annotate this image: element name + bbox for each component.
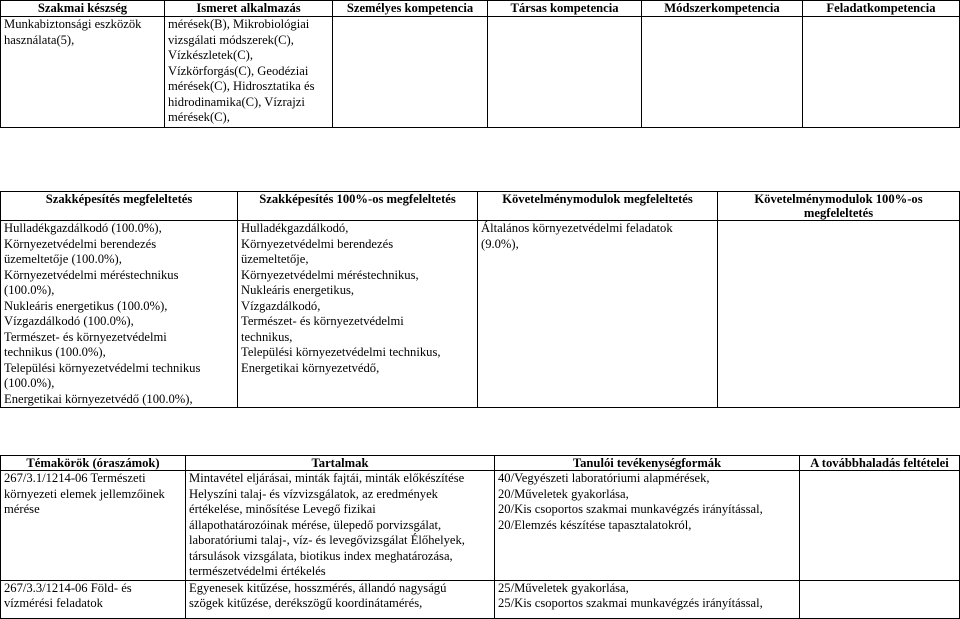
header-szakmai-keszseg: Szakmai készség xyxy=(1,1,165,17)
cell-line: Környezetvédelmi méréstechnikus xyxy=(4,267,179,282)
topics-table xyxy=(0,455,960,619)
header-tartalmak: Tartalmak xyxy=(186,456,495,471)
cell-line: hidrodinamika(C), Vízrajzi xyxy=(168,94,305,109)
header-szemelyes-kompetencia: Személyes kompetencia xyxy=(333,1,488,17)
cell-line: Egyenesek kitűzése, hosszmérés, állandó nagyságú xyxy=(189,580,447,595)
cell-line: Hulladékgazdálkodó (100.0%), xyxy=(4,221,162,235)
cell-line: Környezetvédelmi berendezés xyxy=(4,236,157,251)
cell-line: Természet- és környezetvédelmi xyxy=(241,314,404,328)
qualification-table xyxy=(0,191,960,408)
header-szakkepesites-100: Szakképesítés 100%-os megfeleltetés xyxy=(238,192,478,221)
cell-line: 20/Elemzés készítése tapasztalatokról, xyxy=(498,517,692,532)
cell-line: vizsgálati módszerek(C), xyxy=(168,32,294,47)
cell-line: üzemeltetője (100.0%), xyxy=(4,252,122,266)
header-feladatkompetencia: Feladatkompetencia xyxy=(803,1,960,17)
cell-kovetelmenymodulok xyxy=(478,221,718,408)
cell-tevekenysegforma xyxy=(495,580,800,618)
competency-header-row xyxy=(1,1,960,17)
cell-tevekenysegforma xyxy=(495,471,800,581)
cell-line: technikus (100.0%), xyxy=(4,345,106,359)
table-row xyxy=(1,221,960,408)
cell-line: (100.0%), xyxy=(4,283,55,297)
header-modszerkompetencia: Módszerkompetencia xyxy=(642,1,803,17)
cell-line: 20/Műveletek gyakorlása, xyxy=(498,486,629,501)
cell-line: Nukleáris energetikus, xyxy=(241,283,355,297)
cell-line: Természet- és környezetvédelmi xyxy=(4,329,167,344)
cell-line: Települési környezetvédelmi technikus xyxy=(4,360,201,375)
cell-line: használata(5), xyxy=(4,32,75,47)
header-tarsas-kompetencia: Társas kompetencia xyxy=(488,1,642,17)
cell-line: értékelése, minősítése Levegő fizikai xyxy=(189,502,376,516)
cell-line: laboratóriumi talaj-, víz- és levegővizsgálat Élőhelyek, xyxy=(189,533,465,547)
competency-table xyxy=(0,0,960,128)
cell-tartalom xyxy=(186,471,495,581)
cell-line: (100.0%), xyxy=(4,376,55,390)
cell-line: mérések(C), xyxy=(168,110,230,124)
cell-line: Energetikai környezetvédő, xyxy=(241,360,380,375)
cell-szakkepesites-megfeleltetes xyxy=(1,221,238,408)
cell-line: Mintavétel eljárásai, minták fajtái, minták előkészítése xyxy=(189,471,465,485)
cell-line: Települési környezetvédelmi technikus, xyxy=(241,345,441,359)
cell-line: Helyszíni talaj- és vízvizsgálatok, az eredmények xyxy=(189,486,438,501)
cell-line: környezeti elemek jellemzőinek xyxy=(4,486,165,501)
cell-line: 267/3.1/1214-06 Természeti xyxy=(4,471,146,485)
cell-line: technikus, xyxy=(241,329,293,344)
cell-temakor xyxy=(1,471,186,581)
cell-line: 25/Kis csoportos szakmai munkavégzés irányítással, xyxy=(498,596,763,610)
cell-line: 267/3.3/1214-06 Föld- és xyxy=(4,580,132,595)
cell-line: állapothatározóinak mérése, ülepedő porvizsgálat, xyxy=(189,517,442,532)
cell-line: üzemeltetője, xyxy=(241,252,309,266)
header-tanuloi-tevekenysegformak: Tanulói tevékenységformák xyxy=(495,456,800,471)
cell-line: (9.0%), xyxy=(481,236,519,251)
qualification-header-row xyxy=(1,192,960,221)
topics-header-row xyxy=(1,456,960,471)
cell-line: Vízkörforgás(C), Geodéziai xyxy=(168,63,309,78)
cell-tovabbhaladas xyxy=(800,580,960,618)
cell-line: természetvédelmi értékelés xyxy=(189,564,326,578)
cell-line: társulások vizsgálata, biotikus index meghatározása, xyxy=(189,548,453,563)
cell-line: Általános környezetvédelmi feladatok xyxy=(481,221,673,235)
cell-line: szögek kitűzése, derékszögű koordinátamérés, xyxy=(189,596,423,610)
header-kovetelmenymodulok-100: Követelménymodulok 100%-os megfeleltetés xyxy=(718,192,960,221)
cell-line: Vízgazdálkodó (100.0%), xyxy=(4,314,134,328)
cell-line: Környezetvédelmi berendezés xyxy=(241,236,394,251)
cell-line: 25/Műveletek gyakorlása, xyxy=(498,580,629,595)
cell-szemelyes-kompetencia xyxy=(333,17,488,128)
cell-line: Vízkészletek(C), xyxy=(168,48,253,62)
cell-line: Vízgazdálkodó, xyxy=(241,298,321,313)
cell-line: Környezetvédelmi méréstechnikus, xyxy=(241,267,419,282)
cell-line: Hulladékgazdálkodó, xyxy=(241,221,349,235)
cell-line: Nukleáris energetikus (100.0%), xyxy=(4,298,168,313)
header-ismeret-alkalmazas: Ismeret alkalmazás xyxy=(165,1,333,17)
table-row xyxy=(1,17,960,128)
cell-line: Munkabiztonsági eszközök xyxy=(4,17,142,31)
cell-szakmai-keszseg xyxy=(1,17,165,128)
cell-line: mérések(C), Hidrosztatika és xyxy=(168,79,315,93)
table-row xyxy=(1,471,960,581)
cell-line: vízmérési feladatok xyxy=(4,596,103,610)
cell-kovetelmenymodulok-100 xyxy=(718,221,960,408)
cell-tartalom xyxy=(186,580,495,618)
cell-temakor xyxy=(1,580,186,618)
cell-line: mérése xyxy=(4,502,40,516)
header-kovetelmenymodulok: Követelménymodulok megfeleltetés xyxy=(478,192,718,221)
cell-ismeret-alkalmazas xyxy=(165,17,333,128)
cell-tarsas-kompetencia xyxy=(488,17,642,128)
cell-line: 20/Kis csoportos szakmai munkavégzés irányítással, xyxy=(498,502,763,516)
cell-modszerkompetencia xyxy=(642,17,803,128)
cell-line: 40/Vegyészeti laboratóriumi alapmérések, xyxy=(498,471,710,485)
cell-line: mérések(B), Mikrobiológiai xyxy=(168,17,310,31)
header-szakkepesites-megfeleltetes: Szakképesítés megfeleltetés xyxy=(1,192,238,221)
header-temakorok: Témakörök (óraszámok) xyxy=(1,456,186,471)
cell-line: Energetikai környezetvédő (100.0%), xyxy=(4,391,193,406)
table-row xyxy=(1,580,960,618)
header-tovabbhaladas-feltetelei: A továbbhaladás feltételei xyxy=(800,456,960,471)
cell-feladatkompetencia xyxy=(803,17,960,128)
cell-szakkepesites-100 xyxy=(238,221,478,408)
cell-tovabbhaladas xyxy=(800,471,960,581)
